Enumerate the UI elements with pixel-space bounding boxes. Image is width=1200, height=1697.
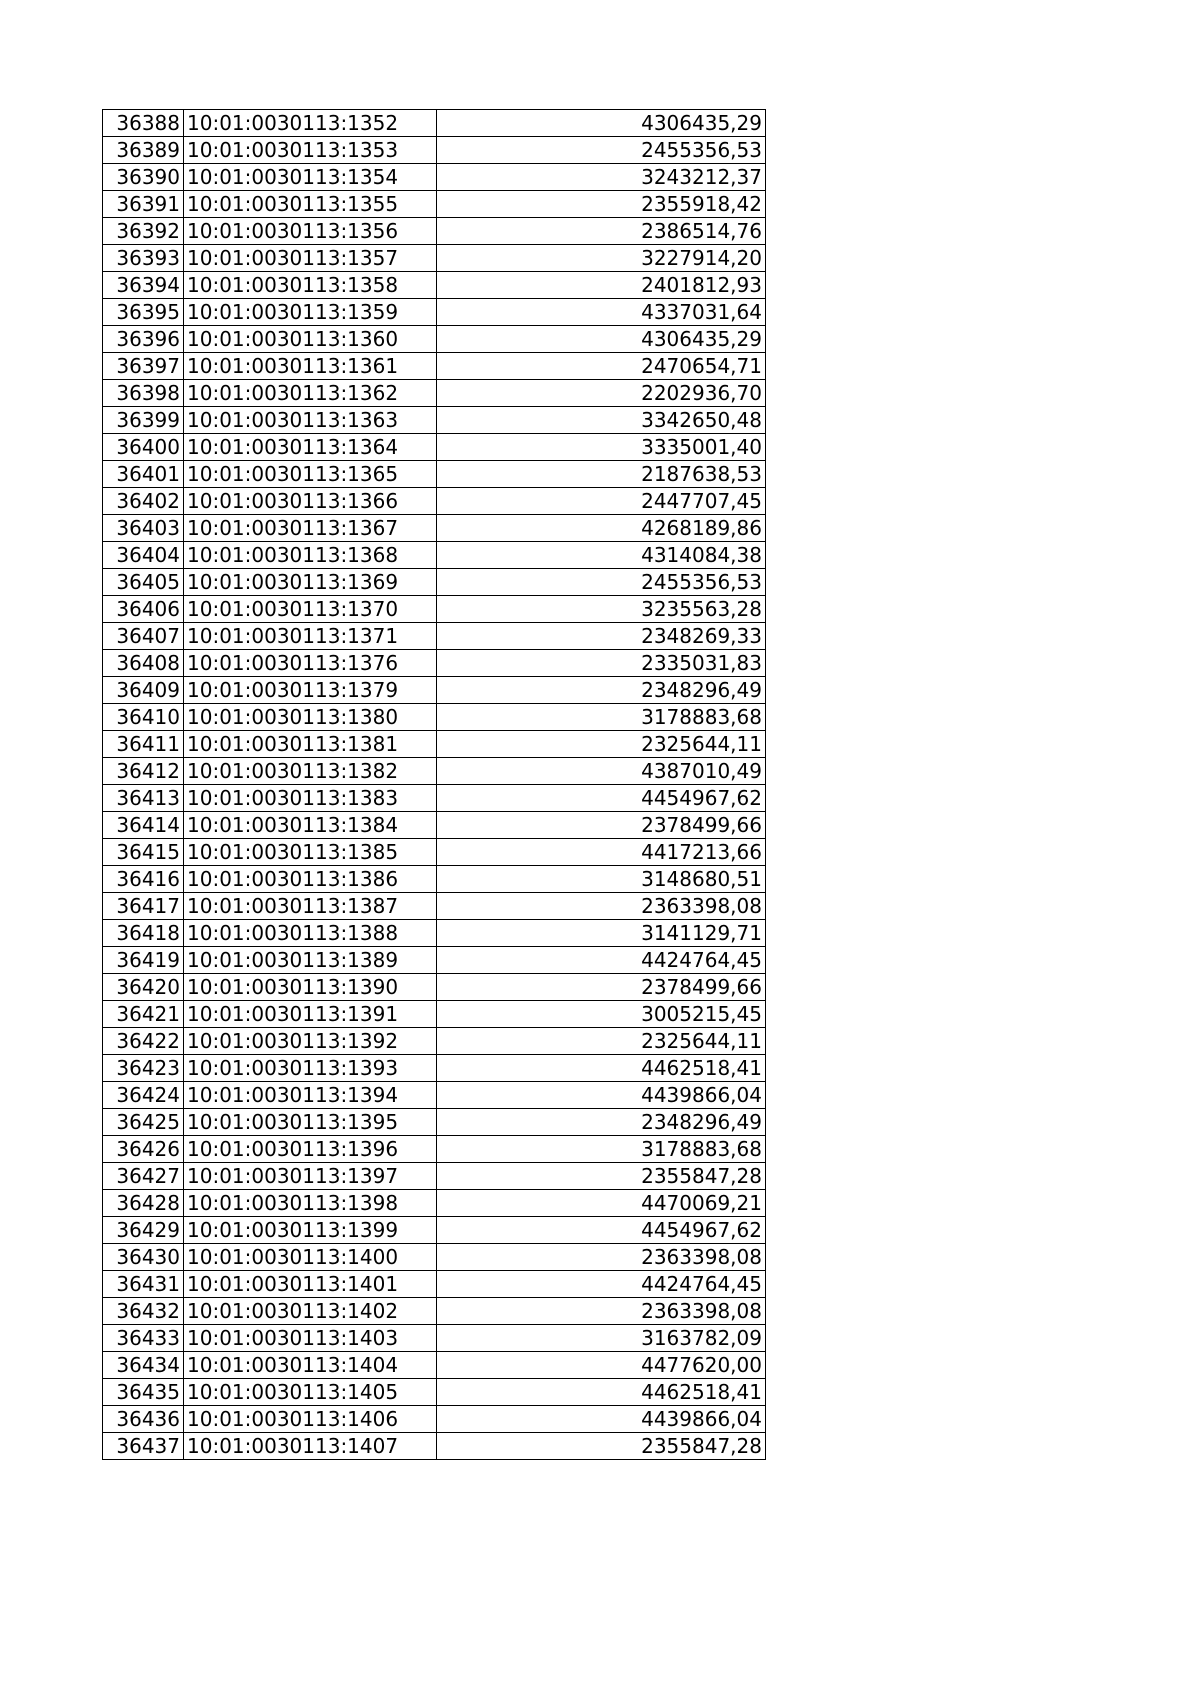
cadastral-value-cell: 2348296,49 — [437, 677, 766, 704]
cadastral-number-cell: 10:01:0030113:1392 — [184, 1028, 437, 1055]
row-number-cell: 36425 — [103, 1109, 184, 1136]
table-row — [103, 272, 766, 299]
cadastral-number-cell: 10:01:0030113:1407 — [184, 1433, 437, 1460]
cadastral-number-cell: 10:01:0030113:1361 — [184, 353, 437, 380]
cadastral-value-cell: 2348269,33 — [437, 623, 766, 650]
table-row — [103, 974, 766, 1001]
row-number-cell: 36429 — [103, 1217, 184, 1244]
cadastral-number-cell: 10:01:0030113:1366 — [184, 488, 437, 515]
cadastral-value-cell: 3178883,68 — [437, 704, 766, 731]
table-row — [103, 218, 766, 245]
row-number-cell: 36391 — [103, 191, 184, 218]
row-number-cell: 36430 — [103, 1244, 184, 1271]
cadastral-number-cell: 10:01:0030113:1387 — [184, 893, 437, 920]
row-number-cell: 36428 — [103, 1190, 184, 1217]
table-row — [103, 1028, 766, 1055]
cadastral-number-cell: 10:01:0030113:1393 — [184, 1055, 437, 1082]
cadastral-number-cell: 10:01:0030113:1354 — [184, 164, 437, 191]
table-row — [103, 758, 766, 785]
cadastral-number-cell: 10:01:0030113:1358 — [184, 272, 437, 299]
row-number-cell: 36409 — [103, 677, 184, 704]
row-number-cell: 36411 — [103, 731, 184, 758]
row-number-cell: 36388 — [103, 110, 184, 137]
table-row — [103, 326, 766, 353]
cadastral-number-cell: 10:01:0030113:1402 — [184, 1298, 437, 1325]
table-row — [103, 380, 766, 407]
cadastral-value-cell: 3342650,48 — [437, 407, 766, 434]
table-row — [103, 650, 766, 677]
table-row — [103, 1244, 766, 1271]
cadastral-value-cell: 3235563,28 — [437, 596, 766, 623]
cadastral-value-cell: 4268189,86 — [437, 515, 766, 542]
cadastral-number-cell: 10:01:0030113:1388 — [184, 920, 437, 947]
table-row — [103, 488, 766, 515]
cadastral-number-cell: 10:01:0030113:1362 — [184, 380, 437, 407]
cadastral-value-table — [102, 109, 766, 1460]
cadastral-number-cell: 10:01:0030113:1400 — [184, 1244, 437, 1271]
cadastral-value-cell: 4477620,00 — [437, 1352, 766, 1379]
cadastral-value-cell: 2386514,76 — [437, 218, 766, 245]
cadastral-value-cell: 4306435,29 — [437, 326, 766, 353]
row-number-cell: 36393 — [103, 245, 184, 272]
row-number-cell: 36416 — [103, 866, 184, 893]
row-number-cell: 36403 — [103, 515, 184, 542]
row-number-cell: 36396 — [103, 326, 184, 353]
cadastral-value-cell: 4439866,04 — [437, 1406, 766, 1433]
cadastral-value-cell: 2470654,71 — [437, 353, 766, 380]
table-row — [103, 353, 766, 380]
cadastral-value-cell: 2202936,70 — [437, 380, 766, 407]
cadastral-value-cell: 2363398,08 — [437, 1298, 766, 1325]
row-number-cell: 36410 — [103, 704, 184, 731]
cadastral-value-cell: 4454967,62 — [437, 1217, 766, 1244]
table-row — [103, 299, 766, 326]
row-number-cell: 36419 — [103, 947, 184, 974]
cadastral-value-cell: 3141129,71 — [437, 920, 766, 947]
cadastral-number-cell: 10:01:0030113:1396 — [184, 1136, 437, 1163]
row-number-cell: 36431 — [103, 1271, 184, 1298]
table-row — [103, 731, 766, 758]
cadastral-value-cell: 4462518,41 — [437, 1055, 766, 1082]
cadastral-number-cell: 10:01:0030113:1397 — [184, 1163, 437, 1190]
table-row — [103, 1352, 766, 1379]
row-number-cell: 36398 — [103, 380, 184, 407]
row-number-cell: 36418 — [103, 920, 184, 947]
table-row — [103, 1406, 766, 1433]
table-row — [103, 1325, 766, 1352]
cadastral-number-cell: 10:01:0030113:1379 — [184, 677, 437, 704]
cadastral-value-cell: 2187638,53 — [437, 461, 766, 488]
row-number-cell: 36399 — [103, 407, 184, 434]
table-row — [103, 1217, 766, 1244]
row-number-cell: 36407 — [103, 623, 184, 650]
cadastral-value-cell: 2378499,66 — [437, 812, 766, 839]
table-row — [103, 866, 766, 893]
cadastral-value-cell: 3227914,20 — [437, 245, 766, 272]
table-row — [103, 407, 766, 434]
cadastral-number-cell: 10:01:0030113:1357 — [184, 245, 437, 272]
cadastral-number-cell: 10:01:0030113:1371 — [184, 623, 437, 650]
cadastral-value-cell: 4462518,41 — [437, 1379, 766, 1406]
table-row — [103, 1001, 766, 1028]
cadastral-value-cell: 2355918,42 — [437, 191, 766, 218]
cadastral-value-cell: 3243212,37 — [437, 164, 766, 191]
cadastral-value-cell: 4424764,45 — [437, 947, 766, 974]
row-number-cell: 36412 — [103, 758, 184, 785]
row-number-cell: 36424 — [103, 1082, 184, 1109]
row-number-cell: 36435 — [103, 1379, 184, 1406]
cadastral-number-cell: 10:01:0030113:1359 — [184, 299, 437, 326]
cadastral-number-cell: 10:01:0030113:1390 — [184, 974, 437, 1001]
cadastral-value-cell: 2355847,28 — [437, 1163, 766, 1190]
cadastral-number-cell: 10:01:0030113:1403 — [184, 1325, 437, 1352]
row-number-cell: 36404 — [103, 542, 184, 569]
row-number-cell: 36405 — [103, 569, 184, 596]
cadastral-number-cell: 10:01:0030113:1384 — [184, 812, 437, 839]
table-row — [103, 1271, 766, 1298]
cadastral-value-cell: 4306435,29 — [437, 110, 766, 137]
row-number-cell: 36433 — [103, 1325, 184, 1352]
row-number-cell: 36392 — [103, 218, 184, 245]
row-number-cell: 36401 — [103, 461, 184, 488]
cadastral-number-cell: 10:01:0030113:1406 — [184, 1406, 437, 1433]
table-row — [103, 1082, 766, 1109]
table-row — [103, 677, 766, 704]
cadastral-number-cell: 10:01:0030113:1368 — [184, 542, 437, 569]
row-number-cell: 36436 — [103, 1406, 184, 1433]
cadastral-number-cell: 10:01:0030113:1353 — [184, 137, 437, 164]
cadastral-value-cell: 3178883,68 — [437, 1136, 766, 1163]
cadastral-value-cell: 4417213,66 — [437, 839, 766, 866]
cadastral-value-cell: 4424764,45 — [437, 1271, 766, 1298]
cadastral-number-cell: 10:01:0030113:1369 — [184, 569, 437, 596]
table-row — [103, 569, 766, 596]
table-row — [103, 1190, 766, 1217]
table-row — [103, 704, 766, 731]
table-row — [103, 785, 766, 812]
table-row — [103, 1055, 766, 1082]
row-number-cell: 36420 — [103, 974, 184, 1001]
cadastral-value-cell: 4439866,04 — [437, 1082, 766, 1109]
row-number-cell: 36389 — [103, 137, 184, 164]
row-number-cell: 36414 — [103, 812, 184, 839]
cadastral-value-cell: 2401812,93 — [437, 272, 766, 299]
cadastral-value-cell: 2363398,08 — [437, 893, 766, 920]
table-row — [103, 839, 766, 866]
cadastral-number-cell: 10:01:0030113:1398 — [184, 1190, 437, 1217]
cadastral-value-cell: 4387010,49 — [437, 758, 766, 785]
table-row — [103, 137, 766, 164]
cadastral-number-cell: 10:01:0030113:1383 — [184, 785, 437, 812]
cadastral-number-cell: 10:01:0030113:1376 — [184, 650, 437, 677]
row-number-cell: 36408 — [103, 650, 184, 677]
table-row — [103, 1109, 766, 1136]
table-row — [103, 1163, 766, 1190]
row-number-cell: 36400 — [103, 434, 184, 461]
row-number-cell: 36394 — [103, 272, 184, 299]
table-row — [103, 1433, 766, 1460]
table-row — [103, 461, 766, 488]
row-number-cell: 36395 — [103, 299, 184, 326]
row-number-cell: 36437 — [103, 1433, 184, 1460]
cadastral-value-cell: 2363398,08 — [437, 1244, 766, 1271]
cadastral-value-cell: 3335001,40 — [437, 434, 766, 461]
cadastral-value-cell: 2455356,53 — [437, 569, 766, 596]
cadastral-number-cell: 10:01:0030113:1367 — [184, 515, 437, 542]
table-row — [103, 191, 766, 218]
cadastral-number-cell: 10:01:0030113:1370 — [184, 596, 437, 623]
row-number-cell: 36402 — [103, 488, 184, 515]
cadastral-number-cell: 10:01:0030113:1364 — [184, 434, 437, 461]
table-row — [103, 920, 766, 947]
table-row — [103, 1298, 766, 1325]
cadastral-value-cell: 3005215,45 — [437, 1001, 766, 1028]
cadastral-number-cell: 10:01:0030113:1395 — [184, 1109, 437, 1136]
cadastral-value-cell: 2455356,53 — [437, 137, 766, 164]
cadastral-value-cell: 2355847,28 — [437, 1433, 766, 1460]
table-row — [103, 812, 766, 839]
cadastral-number-cell: 10:01:0030113:1365 — [184, 461, 437, 488]
cadastral-number-cell: 10:01:0030113:1404 — [184, 1352, 437, 1379]
document-page — [102, 109, 766, 1460]
table-row — [103, 893, 766, 920]
row-number-cell: 36434 — [103, 1352, 184, 1379]
row-number-cell: 36432 — [103, 1298, 184, 1325]
cadastral-value-cell: 4454967,62 — [437, 785, 766, 812]
cadastral-number-cell: 10:01:0030113:1405 — [184, 1379, 437, 1406]
row-number-cell: 36426 — [103, 1136, 184, 1163]
cadastral-number-cell: 10:01:0030113:1356 — [184, 218, 437, 245]
row-number-cell: 36427 — [103, 1163, 184, 1190]
row-number-cell: 36390 — [103, 164, 184, 191]
row-number-cell: 36422 — [103, 1028, 184, 1055]
cadastral-number-cell: 10:01:0030113:1380 — [184, 704, 437, 731]
cadastral-value-cell: 4314084,38 — [437, 542, 766, 569]
row-number-cell: 36421 — [103, 1001, 184, 1028]
row-number-cell: 36397 — [103, 353, 184, 380]
table-row — [103, 596, 766, 623]
table-row — [103, 542, 766, 569]
cadastral-number-cell: 10:01:0030113:1381 — [184, 731, 437, 758]
table-row — [103, 245, 766, 272]
table-row — [103, 110, 766, 137]
table-row — [103, 515, 766, 542]
cadastral-number-cell: 10:01:0030113:1401 — [184, 1271, 437, 1298]
table-row — [103, 623, 766, 650]
cadastral-value-cell: 4470069,21 — [437, 1190, 766, 1217]
cadastral-number-cell: 10:01:0030113:1352 — [184, 110, 437, 137]
cadastral-value-cell: 2325644,11 — [437, 1028, 766, 1055]
table-row — [103, 434, 766, 461]
cadastral-value-cell: 2378499,66 — [437, 974, 766, 1001]
cadastral-number-cell: 10:01:0030113:1399 — [184, 1217, 437, 1244]
cadastral-value-cell: 2447707,45 — [437, 488, 766, 515]
cadastral-value-cell: 2325644,11 — [437, 731, 766, 758]
cadastral-value-cell: 4337031,64 — [437, 299, 766, 326]
row-number-cell: 36413 — [103, 785, 184, 812]
cadastral-number-cell: 10:01:0030113:1360 — [184, 326, 437, 353]
cadastral-value-cell: 3148680,51 — [437, 866, 766, 893]
table-row — [103, 1136, 766, 1163]
cadastral-number-cell: 10:01:0030113:1386 — [184, 866, 437, 893]
cadastral-number-cell: 10:01:0030113:1385 — [184, 839, 437, 866]
table-row — [103, 947, 766, 974]
cadastral-value-cell: 2335031,83 — [437, 650, 766, 677]
cadastral-number-cell: 10:01:0030113:1394 — [184, 1082, 437, 1109]
row-number-cell: 36406 — [103, 596, 184, 623]
table-row — [103, 1379, 766, 1406]
row-number-cell: 36423 — [103, 1055, 184, 1082]
cadastral-number-cell: 10:01:0030113:1382 — [184, 758, 437, 785]
cadastral-value-cell: 3163782,09 — [437, 1325, 766, 1352]
row-number-cell: 36415 — [103, 839, 184, 866]
cadastral-number-cell: 10:01:0030113:1355 — [184, 191, 437, 218]
cadastral-number-cell: 10:01:0030113:1363 — [184, 407, 437, 434]
table-row — [103, 164, 766, 191]
cadastral-value-cell: 2348296,49 — [437, 1109, 766, 1136]
cadastral-number-cell: 10:01:0030113:1391 — [184, 1001, 437, 1028]
table-body — [103, 110, 766, 1460]
row-number-cell: 36417 — [103, 893, 184, 920]
cadastral-number-cell: 10:01:0030113:1389 — [184, 947, 437, 974]
